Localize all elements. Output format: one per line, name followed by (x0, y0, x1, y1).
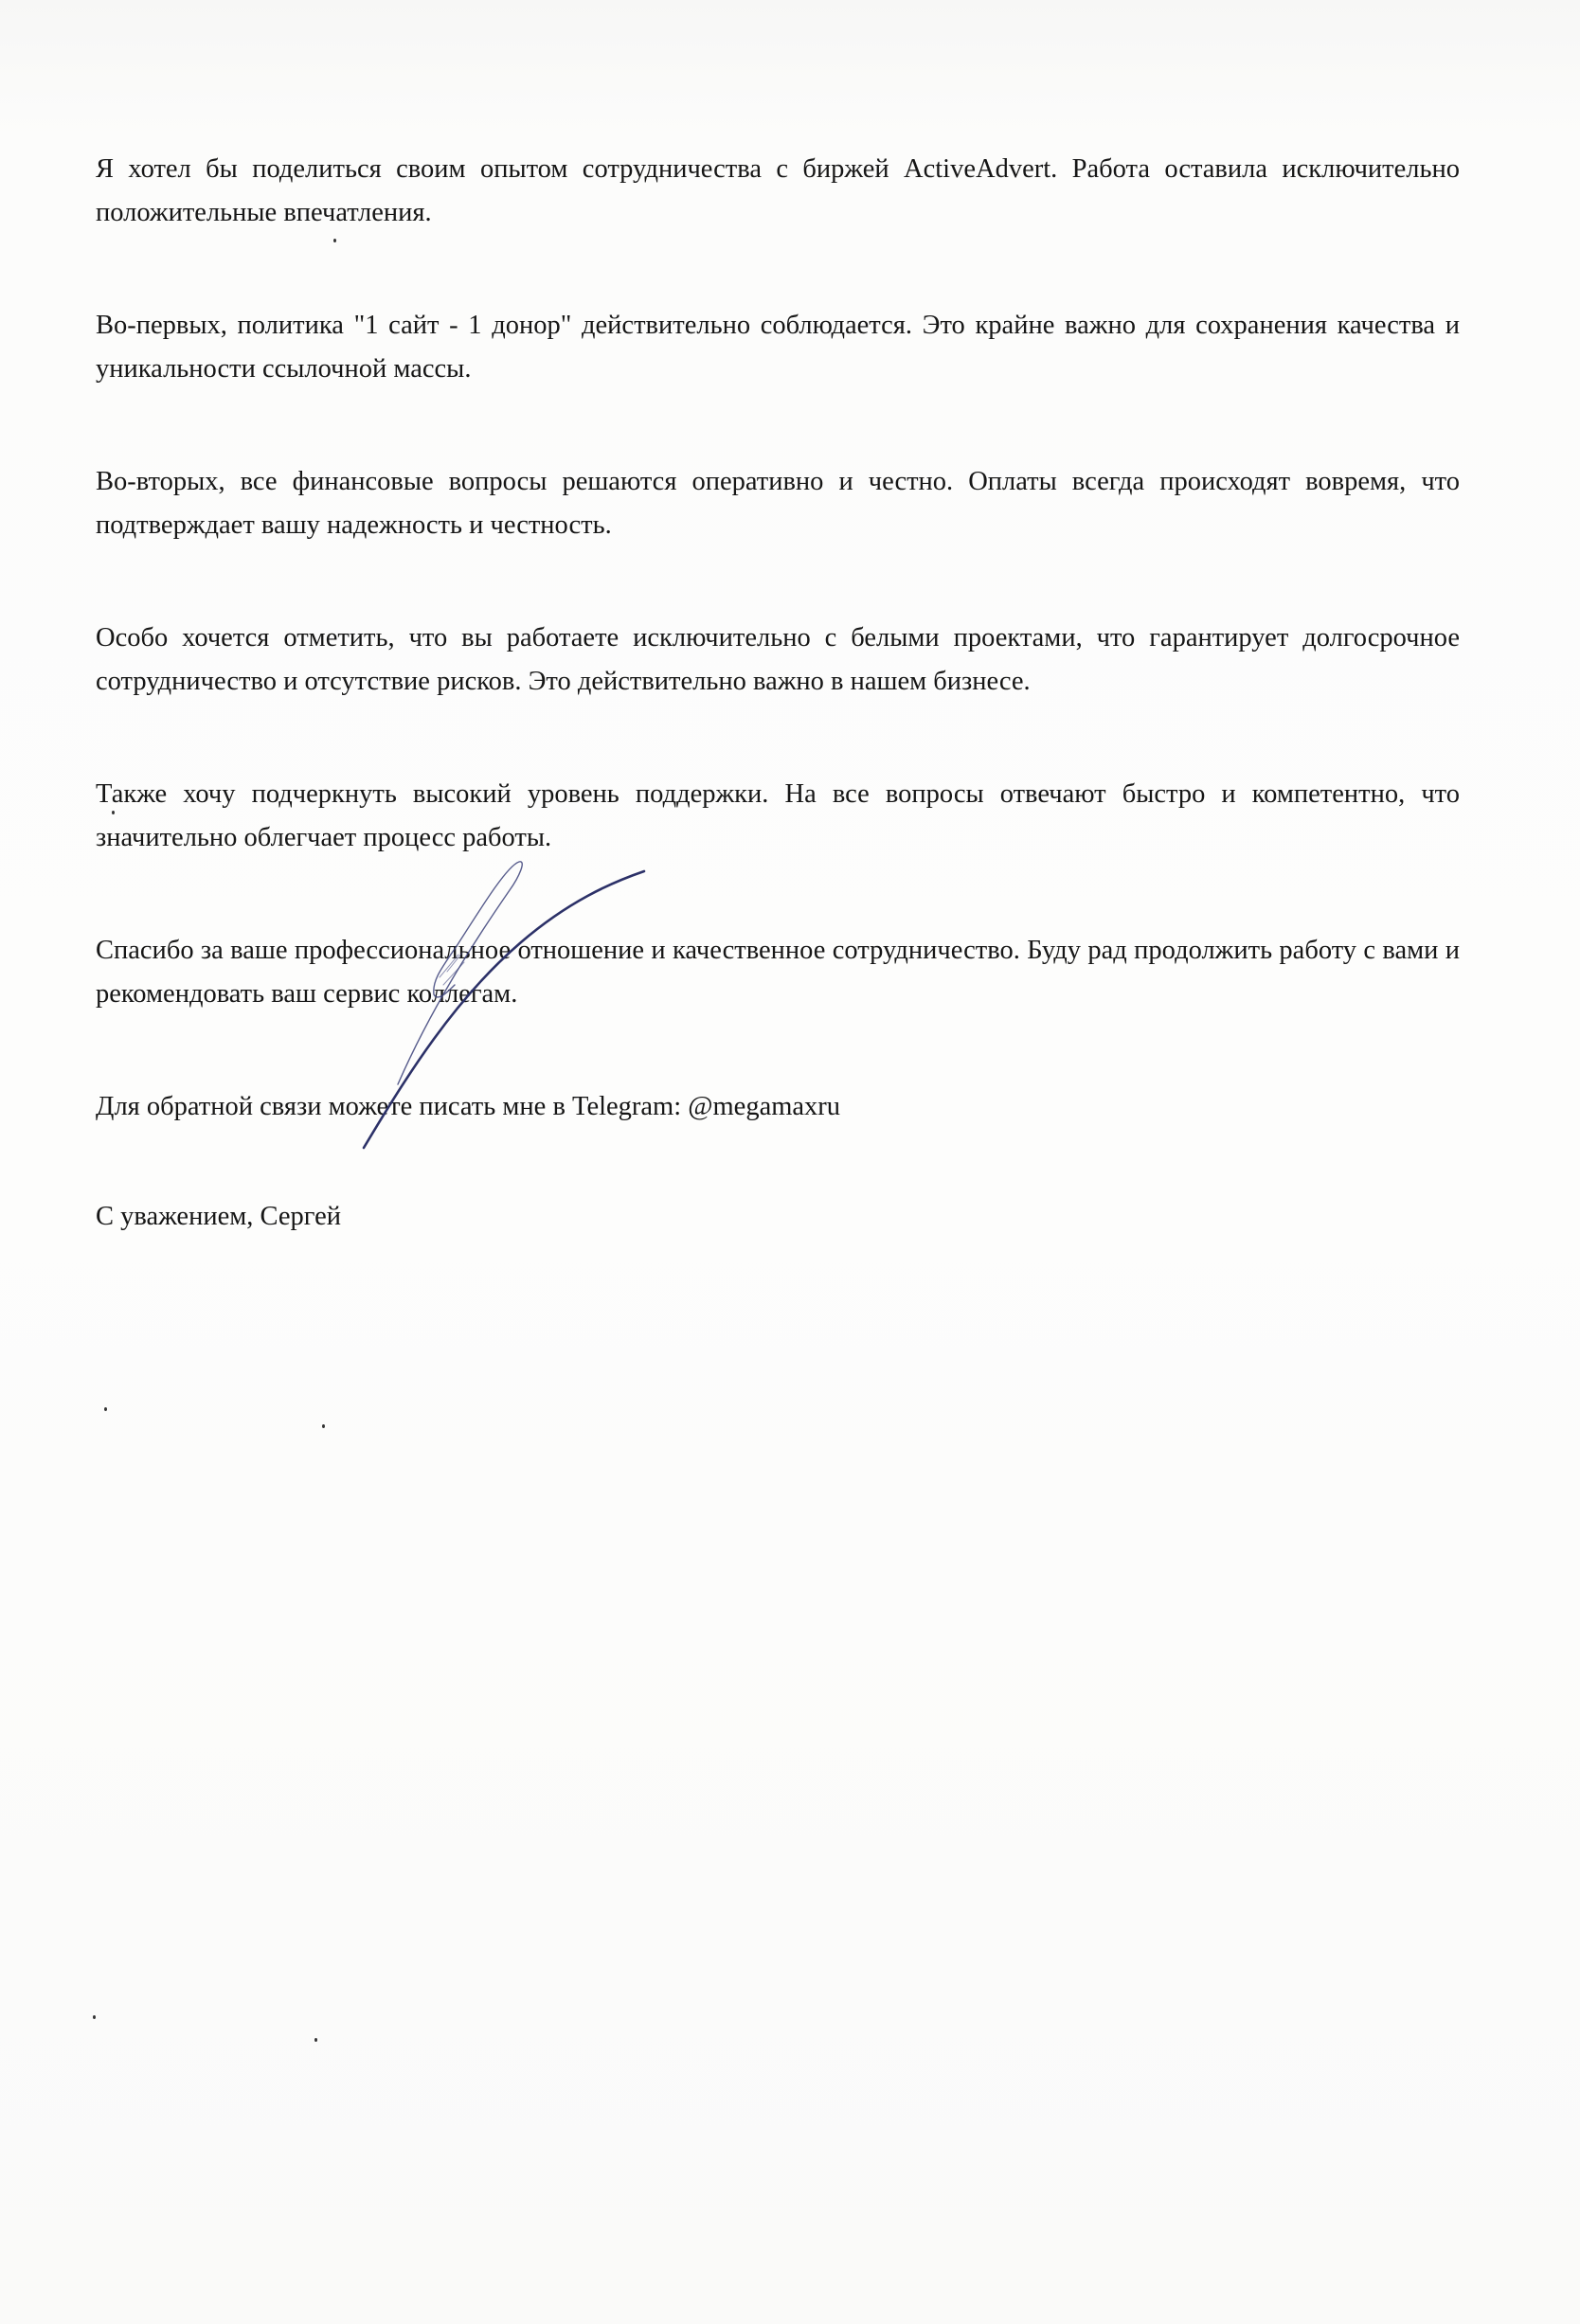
closing-signoff: С уважением, Сергей (96, 1202, 341, 1231)
signature-stroke-long (364, 871, 644, 1148)
scan-speck (112, 811, 115, 814)
paragraph-intro: Я хотел бы поделиться своим опытом сотрудничества с биржей ActiveAdvert. Работа оставила исключительно положительные впечатления. (96, 154, 1460, 227)
contact-line: Для обратной связи можете писать мне в Telegram: @megamaxru (96, 1092, 841, 1121)
paragraph-finances: Во-вторых, все финансовые вопросы решаются оперативно и честно. Оплаты всегда происходят вовремя, что подтверждает вашу надежность и честность. (96, 467, 1460, 540)
scan-speck (93, 2015, 96, 2019)
letter-body (96, 148, 1460, 1239)
paragraph-donor-policy: Во-первых, политика "1 сайт - 1 донор" действительно соблюдается. Это крайне важно для сохранения качества и уникальности ссылочной массы. (96, 311, 1460, 384)
scan-speck (333, 239, 336, 242)
signature-stroke-loop (398, 862, 522, 1084)
paragraph-thanks: Спасибо за ваше профессиональное отношение и качественное сотрудничество. Буду рад продолжить работу с вами и рекомендовать ваш сервис коллегам. (96, 936, 1460, 1009)
handwritten-signature (341, 843, 682, 1174)
paragraph-support: Также хочу подчеркнуть высокий уровень поддержки. На все вопросы отвечают быстро и компетентно, что значительно облегчает процесс работы. (96, 779, 1460, 852)
scan-speck (322, 1424, 325, 1428)
scan-speck (104, 1407, 107, 1411)
paragraph-white-projects: Особо хочется отметить, что вы работаете исключительно с белыми проектами, что гарантирует долгосрочное сотрудничество и отсутствие рисков. Это действительно важно в нашем бизнесе. (96, 623, 1460, 696)
scan-speck (314, 2038, 317, 2042)
